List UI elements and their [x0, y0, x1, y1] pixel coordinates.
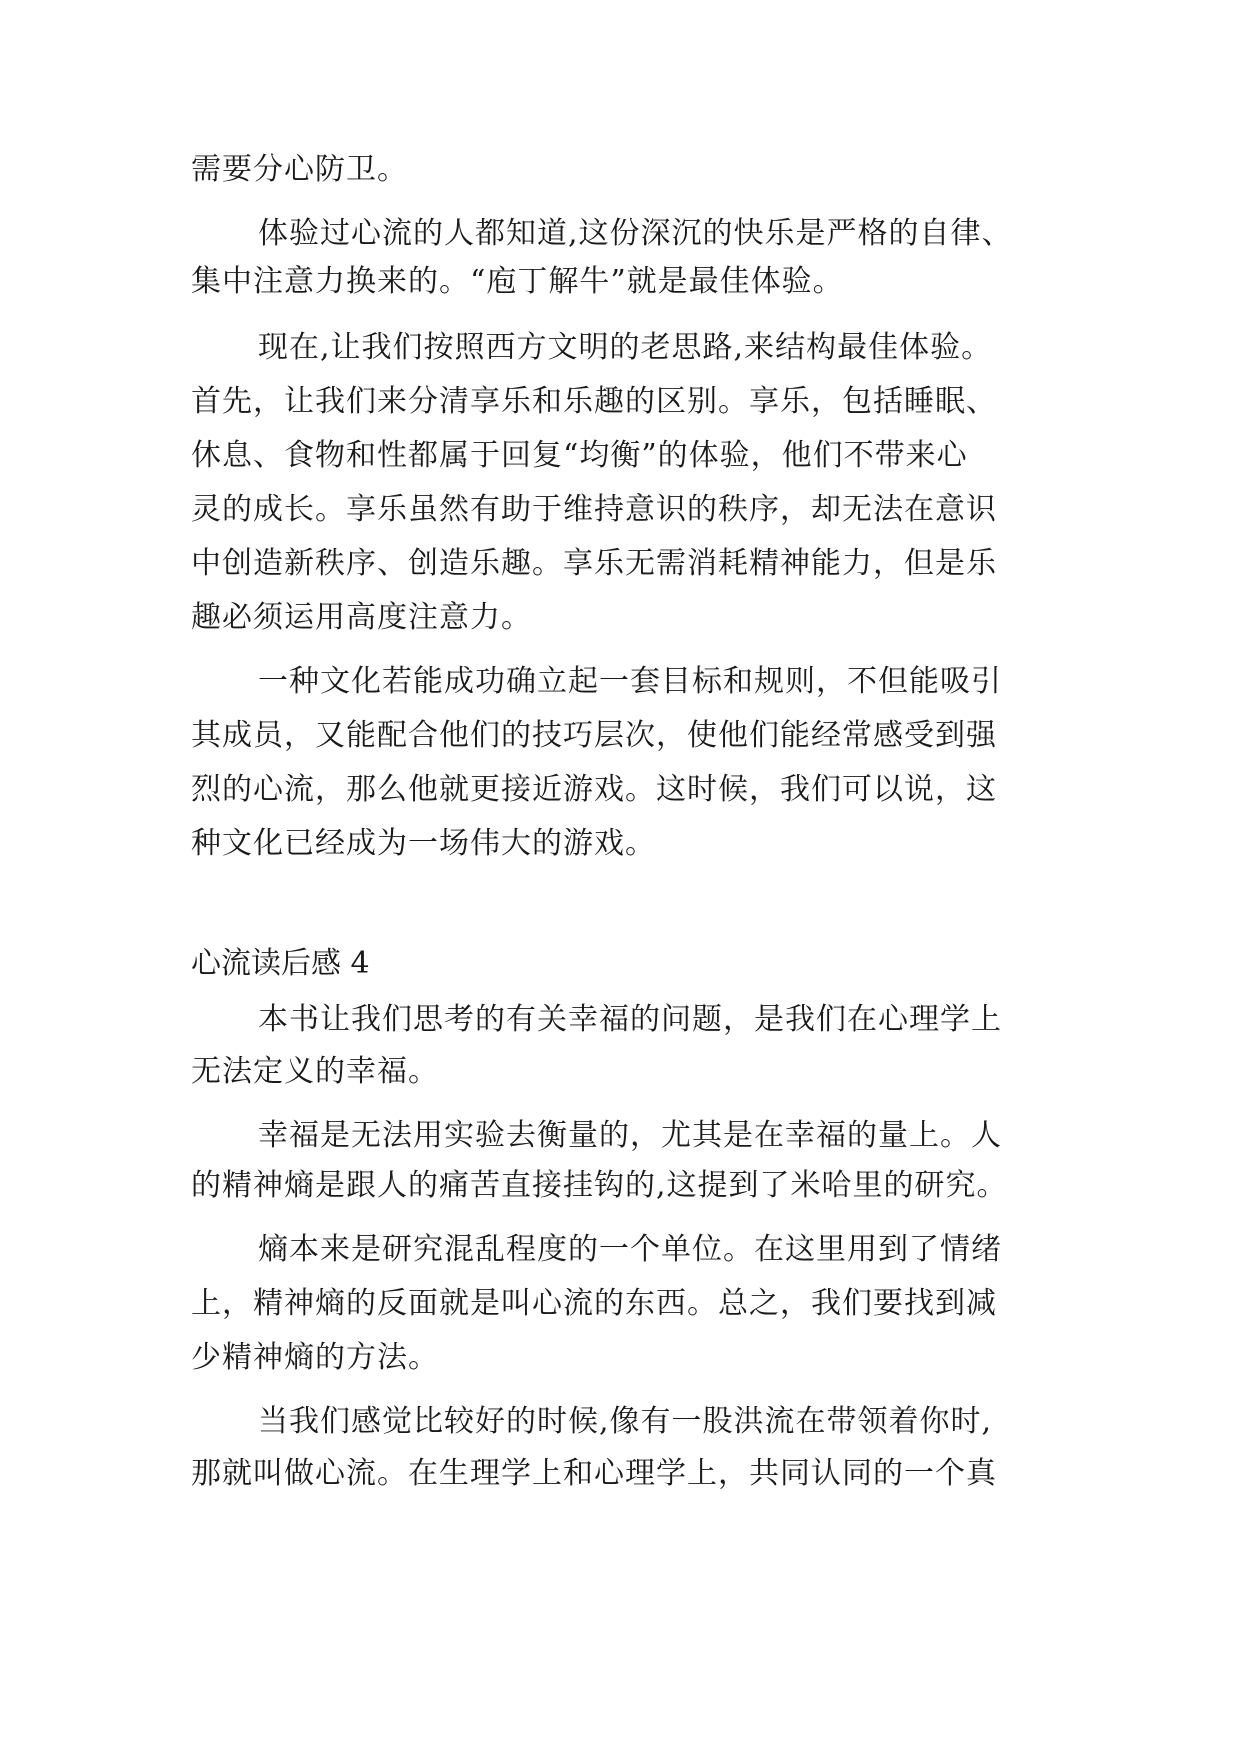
text-line: 灵的成长。享乐虽然有助于维持意识的秩序，却无法在意识: [191, 492, 997, 527]
text-line: 中创造新秩序、创造乐趣。享乐无需消耗精神能力，但是乐: [191, 546, 997, 581]
paragraph-first-line: 现在,让我们按照西方文明的老思路,来结构最佳体验。: [258, 330, 993, 365]
paragraph-first-line: 幸福是无法用实验去衡量的，尤其是在幸福的量上。人: [258, 1118, 1002, 1153]
text-line: 其成员，又能配合他们的技巧层次，使他们能经常感受到强: [191, 718, 997, 753]
text-line: 需要分心防卫。: [191, 152, 408, 187]
text-line: 集中注意力换来的。“庖丁解牛”就是最佳体验。: [191, 264, 844, 299]
paragraph-first-line: 本书让我们思考的有关幸福的问题，是我们在心理学上: [258, 1002, 1002, 1037]
text-line: 的精神熵是跟人的痛苦直接挂钩的,这提到了米哈里的研究。: [191, 1168, 1008, 1203]
paragraph-first-line: 体验过心流的人都知道,这份深沉的快乐是严格的自律、: [258, 216, 1013, 251]
text-line: 上，精神熵的反面就是叫心流的东西。总之，我们要找到减: [191, 1286, 997, 1321]
paragraph-first-line: 一种文化若能成功确立起一套目标和规则，不但能吸引: [258, 664, 1002, 699]
paragraph-first-line: 熵本来是研究混乱程度的一个单位。在这里用到了情绪: [258, 1232, 1002, 1267]
text-line: 那就叫做心流。在生理学上和心理学上，共同认同的一个真: [191, 1456, 997, 1491]
paragraph-first-line: 当我们感觉比较好的时候,像有一股洪流在带领着你时,: [258, 1404, 993, 1439]
text-line: 种文化已经成为一场伟大的游戏。: [191, 826, 656, 861]
text-line: 烈的心流，那么他就更接近游戏。这时候，我们可以说，这: [191, 772, 997, 807]
text-line: 趣必须运用高度注意力。: [191, 600, 532, 635]
text-line: 休息、食物和性都属于回复“均衡”的体验，他们不带来心: [191, 438, 968, 473]
text-line: 首先，让我们来分清享乐和乐趣的区别。享乐，包括睡眠、: [191, 384, 997, 419]
section-heading: 心流读后感 4: [191, 946, 370, 981]
text-line: 少精神熵的方法。: [191, 1340, 439, 1375]
text-line: 无法定义的幸福。: [191, 1054, 439, 1089]
